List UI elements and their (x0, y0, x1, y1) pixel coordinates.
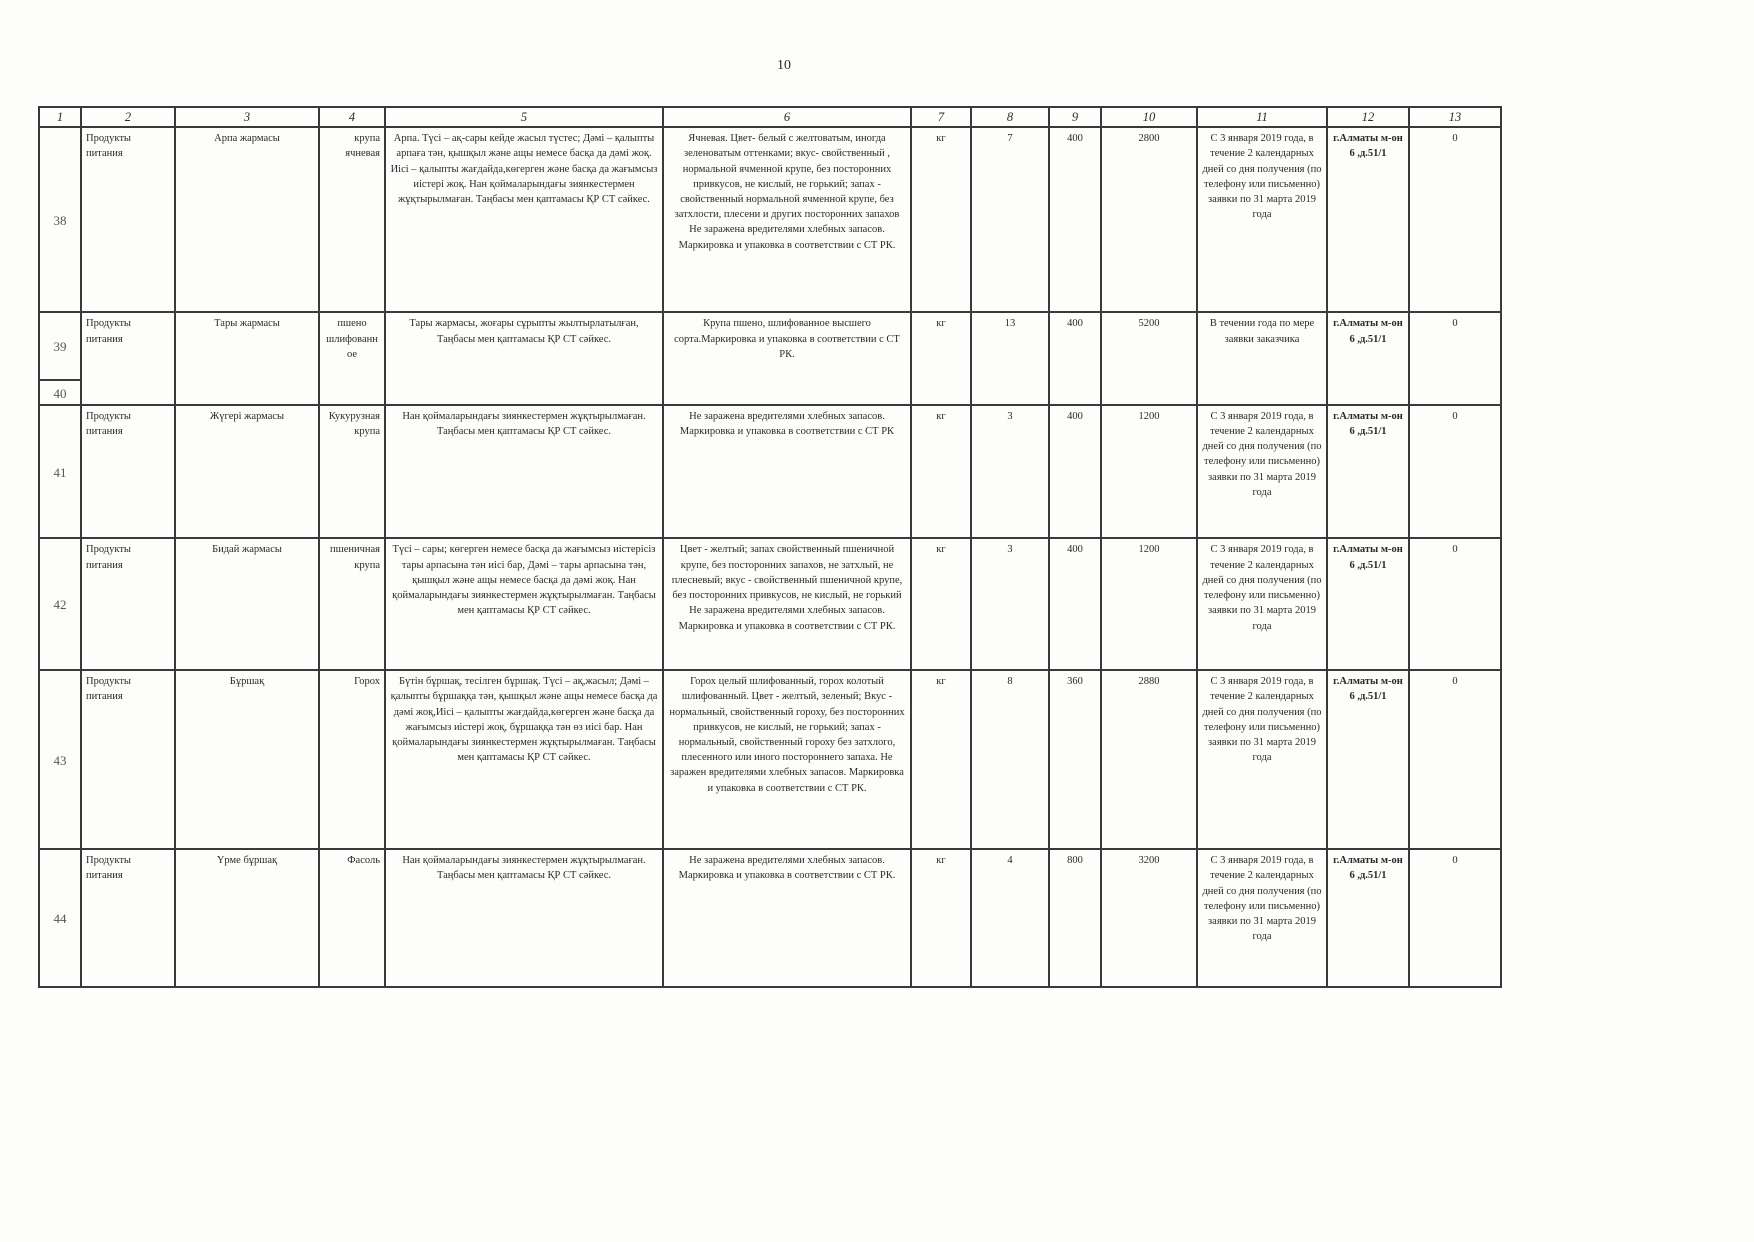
unit-cell: кг (911, 312, 971, 404)
category-cell: Продукты питания (81, 405, 175, 539)
desc-ru-cell: Не заражена вредителями хлебных запасов. Маркировка и упаковка в соответствии с СТ РК. (663, 849, 911, 987)
col-header: 4 (319, 107, 385, 127)
unit-cell: кг (911, 670, 971, 849)
table-row (39, 538, 1501, 670)
row-number: 38 (39, 127, 81, 312)
advance-cell: 0 (1409, 405, 1501, 539)
sum-cell: 3200 (1101, 849, 1197, 987)
qty-cell: 13 (971, 312, 1049, 404)
name-ru-cell: пшеничная крупа (319, 538, 385, 670)
desc-ru-cell: Крупа пшено, шлифованное высшего сорта.Маркировка и упаковка в соответствии с СТ РК. (663, 312, 911, 404)
price-cell: 400 (1049, 405, 1101, 539)
col-header: 13 (1409, 107, 1501, 127)
price-cell: 360 (1049, 670, 1101, 849)
price-cell: 800 (1049, 849, 1101, 987)
col-header: 5 (385, 107, 663, 127)
name-kz-cell: Үрме бұршақ (175, 849, 319, 987)
name-ru-cell: Кукурузная крупа (319, 405, 385, 539)
desc-kz-cell: Түсі – сары; көгерген немесе басқа да жағымсыз иістерісіз тары арпасына тән иісі бар, Дәмі – тары арпасына тән, қышқыл және ащы немесе басқа да дәмі жоқ. Нан қоймаларындағы зиянкестермен жұқтырылмаған. Таңбасы мен қаптамасы ҚР СТ сәйкес. (385, 538, 663, 670)
category-cell: Продукты питания (81, 538, 175, 670)
desc-ru-cell: Не заражена вредителями хлебных запасов. Маркировка и упаковка в соответствии с СТ РК (663, 405, 911, 539)
place-cell: г.Алматы м-он 6 ,д.51/1 (1327, 312, 1409, 404)
price-cell: 400 (1049, 127, 1101, 312)
place-cell: г.Алматы м-он 6 ,д.51/1 (1327, 127, 1409, 312)
advance-cell: 0 (1409, 312, 1501, 404)
term-cell: С 3 января 2019 года, в течение 2 календарных дней со дня получения (по телефону или письменно) заявки по 31 марта 2019 года (1197, 127, 1327, 312)
procurement-table (38, 106, 1502, 988)
term-cell: С 3 января 2019 года, в течение 2 календарных дней со дня получения (по телефону или письменно) заявки по 31 марта 2019 года (1197, 849, 1327, 987)
term-cell: С 3 января 2019 года, в течение 2 календарных дней со дня получения (по телефону или письменно) заявки по 31 марта 2019 года (1197, 670, 1327, 849)
name-ru-cell: Фасоль (319, 849, 385, 987)
unit-cell: кг (911, 405, 971, 539)
qty-cell: 3 (971, 405, 1049, 539)
page-number: 10 (777, 58, 791, 73)
sum-cell: 2880 (1101, 670, 1197, 849)
row-number: 43 (39, 670, 81, 849)
place-cell: г.Алматы м-он 6 ,д.51/1 (1327, 405, 1409, 539)
row-number: 44 (39, 849, 81, 987)
col-header: 7 (911, 107, 971, 127)
price-cell: 400 (1049, 312, 1101, 404)
category-cell: Продукты питания (81, 127, 175, 312)
advance-cell: 0 (1409, 538, 1501, 670)
unit-cell: кг (911, 849, 971, 987)
col-header: 10 (1101, 107, 1197, 127)
name-ru-cell: Горох (319, 670, 385, 849)
qty-cell: 4 (971, 849, 1049, 987)
table-row (39, 312, 1501, 380)
col-header: 12 (1327, 107, 1409, 127)
name-ru-cell: крупа ячневая (319, 127, 385, 312)
name-kz-cell: Арпа жармасы (175, 127, 319, 312)
name-kz-cell: Тары жармасы (175, 312, 319, 404)
place-cell: г.Алматы м-он 6 ,д.51/1 (1327, 538, 1409, 670)
desc-ru-cell: Ячневая. Цвет- белый с желтоватым, иногда зеленоватым оттенками; вкус- свойственный , нормальной ячменной крупе, без посторонних привкусов, не кислый, не горький; запах - свойственный нормальной ячменной крупе, без затхлости, плесени и других посторонних запахов Не заражена вредителями хлебных запасов. Маркировка и упаковка в соответствии с СТ РК. (663, 127, 911, 312)
sum-cell: 1200 (1101, 405, 1197, 539)
advance-cell: 0 (1409, 849, 1501, 987)
col-header: 1 (39, 107, 81, 127)
term-cell: В течении года по мере заявки заказчика (1197, 312, 1327, 404)
advance-cell: 0 (1409, 127, 1501, 312)
place-cell: г.Алматы м-он 6 ,д.51/1 (1327, 849, 1409, 987)
category-cell: Продукты питания (81, 670, 175, 849)
desc-kz-cell: Арпа. Түсі – ақ-сары кейде жасыл түстес; Дәмі – қалыпты арпаға тән, қышқыл және ащы немесе басқа да дәмі жоқ. Иісі – қалыпты жағдайда,көгерген және басқа да жағымсыз иістері жоқ. Нан қоймаларындағы зиянкестермен жұқтырылмаған. Таңбасы мен қаптамасы ҚР СТ сәйкес. (385, 127, 663, 312)
term-cell: С 3 января 2019 года, в течение 2 календарных дней со дня получения (по телефону или письменно) заявки по 31 марта 2019 года (1197, 538, 1327, 670)
category-cell: Продукты питания (81, 849, 175, 987)
term-cell: С 3 января 2019 года, в течение 2 календарных дней со дня получения (по телефону или письменно) заявки по 31 марта 2019 года (1197, 405, 1327, 539)
name-kz-cell: Бидай жармасы (175, 538, 319, 670)
row-number: 39 (39, 312, 81, 380)
sum-cell: 5200 (1101, 312, 1197, 404)
category-cell: Продукты питания (81, 312, 175, 404)
col-header: 2 (81, 107, 175, 127)
desc-ru-cell: Горох целый шлифованный, горох колотый шлифованный. Цвет - желтый, зеленый; Вкус - нормальный, свойственный гороху, без посторонних привкусов, не кислый, не горький; запах - нормальный, свойственный гороху без затхлого, плесенного или иного постороннего запаха. Не заражен вредителями хлебных запасов. Маркировка и упаковка в соответствии с СТ РК. (663, 670, 911, 849)
row-number: 42 (39, 538, 81, 670)
row-number: 41 (39, 405, 81, 539)
desc-ru-cell: Цвет - желтый; запах свойственный пшеничной крупе, без посторонних запахов, не затхлый, не плесневый; вкус - свойственный пшеничной крупе, без посторонних привкусов, не кислый, не горький Не заражена вредителями хлебных запасов. Маркировка и упаковка в соответствии с СТ РК. (663, 538, 911, 670)
col-header: 9 (1049, 107, 1101, 127)
qty-cell: 8 (971, 670, 1049, 849)
desc-kz-cell: Нан қоймаларындағы зиянкестермен жұқтырылмаған. Таңбасы мен қаптамасы ҚР СТ сәйкес. (385, 849, 663, 987)
procurement-table-wrapper (38, 106, 1500, 988)
unit-cell: кг (911, 127, 971, 312)
desc-kz-cell: Бүтін бұршақ, тесілген бұршақ. Түсі – ақ,жасыл; Дәмі – қалыпты бұршаққа тән, қышқыл және ащы немесе басқа да дәмі жоқ,Иісі – қалыпты жағдайда,көгерген және басқа да жағымсыз иістері жоқ, бұршаққа тән өз иісі бар. Нан қоймаларындағы зиянкестермен жұқтырылмаған. Таңбасы мен қаптамасы ҚР СТ сәйкес. (385, 670, 663, 849)
table-row (39, 670, 1501, 849)
header-row (39, 107, 1501, 127)
advance-cell: 0 (1409, 670, 1501, 849)
col-header: 8 (971, 107, 1049, 127)
sum-cell: 1200 (1101, 538, 1197, 670)
desc-kz-cell: Нан қоймаларындағы зиянкестермен жұқтырылмаған. Таңбасы мен қаптамасы ҚР СТ сәйкес. (385, 405, 663, 539)
name-ru-cell: пшено шлифованн ое (319, 312, 385, 404)
table-row (39, 405, 1501, 539)
name-kz-cell: Бұршақ (175, 670, 319, 849)
qty-cell: 7 (971, 127, 1049, 312)
col-header: 3 (175, 107, 319, 127)
place-cell: г.Алматы м-он 6 ,д.51/1 (1327, 670, 1409, 849)
table-row (39, 849, 1501, 987)
name-kz-cell: Жүгері жармасы (175, 405, 319, 539)
price-cell: 400 (1049, 538, 1101, 670)
row-number: 40 (39, 380, 81, 405)
qty-cell: 3 (971, 538, 1049, 670)
col-header: 6 (663, 107, 911, 127)
table-row (39, 127, 1501, 312)
col-header: 11 (1197, 107, 1327, 127)
unit-cell: кг (911, 538, 971, 670)
desc-kz-cell: Тары жармасы, жоғары сұрыпты жылтырлатылған, Таңбасы мен қаптамасы ҚР СТ сәйкес. (385, 312, 663, 404)
sum-cell: 2800 (1101, 127, 1197, 312)
